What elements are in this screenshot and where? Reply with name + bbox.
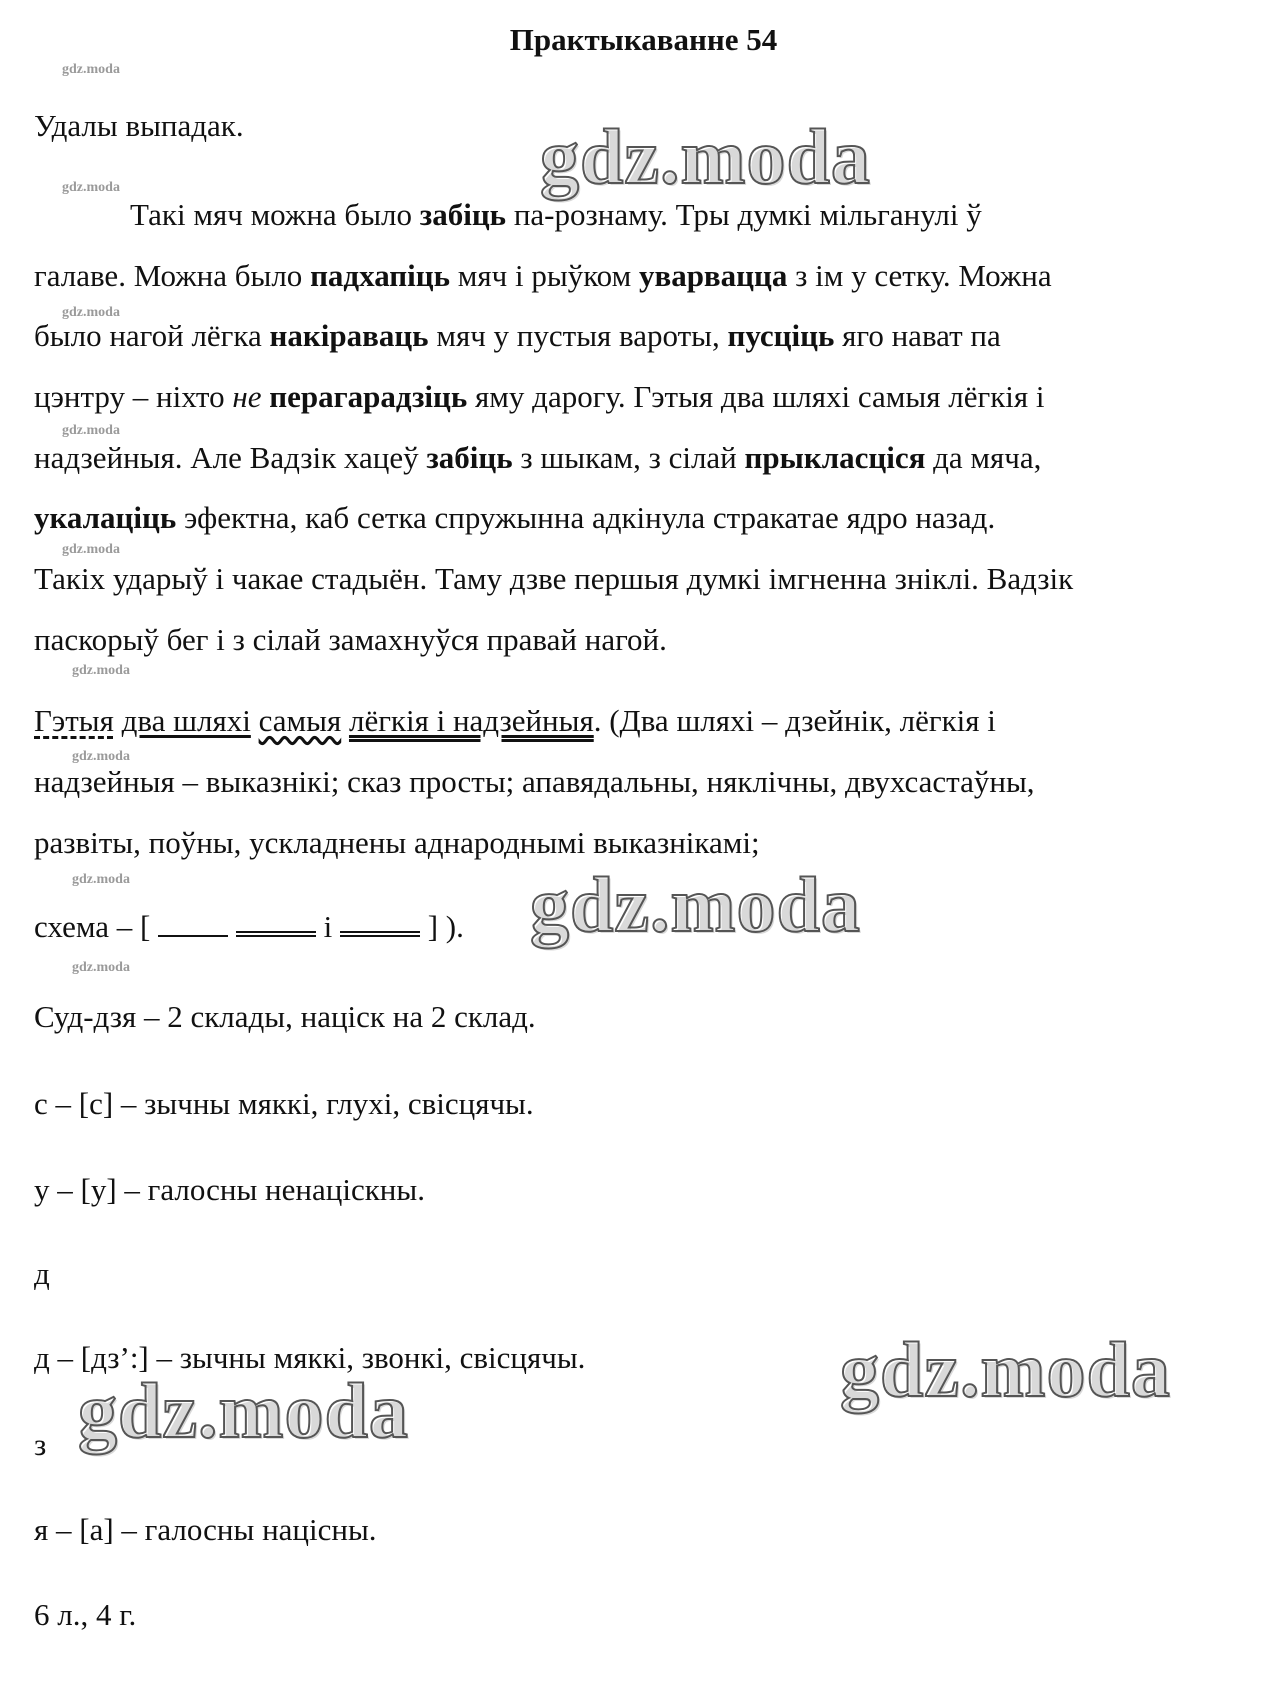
verb-bold: пусціць bbox=[727, 318, 835, 353]
page-title: Практыкаванне 54 bbox=[509, 22, 778, 57]
verb-bold: забіць bbox=[426, 440, 513, 475]
text-line bbox=[34, 498, 995, 538]
word-subject: два шляхі bbox=[121, 703, 251, 738]
watermark-large: gdz.moda bbox=[78, 1367, 409, 1454]
word-predicate: лёгкія і надзейныя bbox=[348, 703, 594, 738]
watermark-small: gdz.moda bbox=[72, 960, 130, 975]
analysis-line bbox=[34, 701, 996, 741]
analysis-line: надзейныя – выказнікі; сказ просты; апавядальны, няклічны, двухсастаўны, bbox=[34, 764, 1035, 799]
text-run: цэнтру – ніхто bbox=[34, 379, 233, 414]
text-run: схема – [ bbox=[34, 909, 159, 944]
text-line bbox=[34, 377, 1045, 417]
schema-predicate-slot bbox=[340, 927, 420, 937]
phonetic-line: 6 л., 4 г. bbox=[34, 1597, 137, 1632]
text-run: Такі мяч можна было bbox=[130, 197, 420, 232]
text-line: паскорыў бег і з сілай замахнуўся правай нагой. bbox=[34, 622, 667, 657]
schema-line bbox=[34, 907, 464, 947]
text-run: галаве. Можна было bbox=[34, 258, 311, 293]
watermark-small: gdz.moda bbox=[62, 62, 120, 77]
phonetic-line: с – [с] – зычны мяккі, глухі, свісцячы. bbox=[34, 1086, 534, 1121]
phonetic-line: д – [дз’:] – зычны мяккі, звонкі, свісцячы. bbox=[34, 1340, 586, 1375]
text-run: да мяча, bbox=[925, 440, 1042, 475]
verb-bold bbox=[420, 197, 506, 232]
text-heading: Удалы выпадак. bbox=[34, 108, 244, 143]
word-modifier: самыя bbox=[258, 703, 342, 738]
schema-subject-slot bbox=[158, 931, 228, 937]
verb-bold: прыкласціся bbox=[744, 440, 926, 475]
verb-text: забіць bbox=[419, 197, 507, 232]
text-line bbox=[34, 316, 1001, 356]
verb-bold: укалаціць bbox=[34, 500, 177, 535]
phonetic-line: д bbox=[34, 1256, 50, 1291]
watermark-large: gdz.moda bbox=[530, 861, 861, 948]
phonetic-line: у – [у] – галосны ненаціскны. bbox=[34, 1172, 425, 1207]
watermark-small: gdz.moda bbox=[62, 305, 120, 320]
text-run: яго нават па bbox=[834, 318, 1001, 353]
watermark-small: gdz.moda bbox=[62, 423, 120, 438]
text-run: мяч у пустыя вароты, bbox=[428, 318, 728, 353]
text-run: з ім у сетку. Можна bbox=[787, 258, 1052, 293]
text-run: па-рознаму. Тры думкі мільганулі ў bbox=[506, 197, 982, 232]
word-attribute: Гэтыя bbox=[34, 703, 114, 738]
phonetic-line: Суд-дзя – 2 склады, націск на 2 склад. bbox=[34, 999, 536, 1034]
watermark-small: gdz.moda bbox=[72, 872, 130, 887]
text-run: ] ). bbox=[419, 909, 464, 944]
watermark-small: gdz.moda bbox=[62, 542, 120, 557]
watermark-small: gdz.moda bbox=[72, 663, 130, 678]
schema-predicate-slot bbox=[236, 927, 316, 937]
text-line bbox=[34, 195, 982, 235]
verb-bold: уварвацца bbox=[638, 258, 788, 293]
text-line: Такіх ударыў і чакае стадыён. Таму дзве першыя думкі імгненна зніклі. Вадзік bbox=[34, 561, 1074, 596]
phonetic-line: я – [а] – галосны націсны. bbox=[34, 1512, 377, 1547]
text-run: было нагой лёгка bbox=[34, 318, 270, 353]
text-line bbox=[34, 438, 1041, 478]
watermark-large: gdz.moda bbox=[540, 113, 871, 200]
verb-bold: падхапіць bbox=[310, 258, 451, 293]
text-run: яму дарогу. Гэтыя два шляхі самыя лёгкія і bbox=[467, 379, 1045, 414]
text-italic: не bbox=[232, 379, 270, 414]
text-line bbox=[34, 256, 1052, 296]
verb-bold: накіраваць bbox=[269, 318, 429, 353]
watermark-large: gdz.moda bbox=[840, 1326, 1171, 1413]
text-run: надзейныя. Але Вадзік хацеў bbox=[34, 440, 427, 475]
watermark-small: gdz.moda bbox=[72, 749, 130, 764]
text-run: і bbox=[315, 909, 340, 944]
watermark-small: gdz.moda bbox=[62, 180, 120, 195]
text-run: з шыкам, з сілай bbox=[512, 440, 745, 475]
text-run: мяч і рыўком bbox=[450, 258, 639, 293]
analysis-line: развіты, поўны, ускладнены аднароднымі выказнікамі; bbox=[34, 825, 760, 860]
text-run: . (Два шляхі – дзейнік, лёгкія і bbox=[593, 703, 996, 738]
verb-bold: перагарадзіць bbox=[269, 379, 468, 414]
phonetic-line: з bbox=[34, 1427, 47, 1462]
text-run: эфектна, каб сетка спружынна адкінула стракатае ядро назад. bbox=[176, 500, 996, 535]
